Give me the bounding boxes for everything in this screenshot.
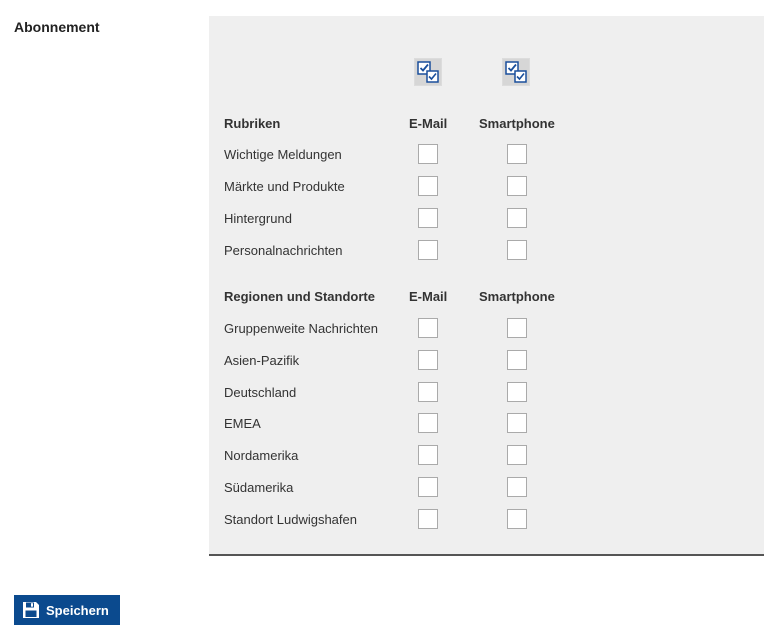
select-all-email-button[interactable] [414, 58, 442, 86]
item-label: EMEA [224, 416, 261, 431]
smartphone-checkbox[interactable] [507, 382, 527, 402]
list-item [224, 208, 744, 232]
group-header-rubriken [224, 116, 744, 134]
item-label: Gruppenweite Nachrichten [224, 321, 378, 336]
smartphone-checkbox[interactable] [507, 509, 527, 529]
smartphone-checkbox[interactable] [507, 413, 527, 433]
email-checkbox[interactable] [418, 382, 438, 402]
list-item [224, 413, 744, 437]
list-item [224, 509, 744, 533]
select-all-smartphone-button[interactable] [502, 58, 530, 86]
item-label: Asien-Pazifik [224, 353, 300, 368]
email-checkbox[interactable] [418, 477, 438, 497]
select-all-checkbox-icon [417, 61, 441, 85]
save-button[interactable] [14, 595, 120, 625]
item-label: Südamerika [224, 480, 294, 495]
smartphone-checkbox[interactable] [507, 445, 527, 465]
column-email-label: E-Mail [409, 289, 448, 304]
smartphone-checkbox[interactable] [507, 350, 527, 370]
list-item [224, 240, 744, 264]
email-checkbox[interactable] [418, 350, 438, 370]
smartphone-checkbox[interactable] [507, 208, 527, 228]
email-checkbox[interactable] [418, 208, 438, 228]
save-button-label: Speichern [46, 602, 109, 618]
item-label: Deutschland [224, 385, 297, 400]
smartphone-checkbox[interactable] [507, 144, 527, 164]
list-item [224, 144, 744, 168]
list-item [224, 176, 744, 200]
smartphone-checkbox[interactable] [507, 477, 527, 497]
email-checkbox[interactable] [418, 318, 438, 338]
email-checkbox[interactable] [418, 240, 438, 260]
group-header-regionen [224, 289, 744, 307]
email-checkbox[interactable] [418, 176, 438, 196]
floppy-disk-icon [22, 601, 40, 619]
email-checkbox[interactable] [418, 144, 438, 164]
column-email-label: E-Mail [409, 116, 448, 131]
section-title: Abonnement [14, 19, 100, 35]
item-label: Märkte und Produkte [224, 179, 345, 194]
smartphone-checkbox[interactable] [507, 240, 527, 260]
list-item [224, 445, 744, 469]
list-item [224, 350, 744, 374]
smartphone-checkbox[interactable] [507, 176, 527, 196]
smartphone-checkbox[interactable] [507, 318, 527, 338]
select-all-checkbox-icon [505, 61, 529, 85]
list-item [224, 382, 744, 406]
list-item [224, 477, 744, 501]
item-label: Nordamerika [224, 448, 299, 463]
subscription-panel [209, 16, 764, 556]
group-title: Regionen und Standorte [224, 289, 375, 304]
item-label: Personalnachrichten [224, 243, 343, 258]
email-checkbox[interactable] [418, 413, 438, 433]
item-label: Hintergrund [224, 211, 292, 226]
email-checkbox[interactable] [418, 445, 438, 465]
list-item [224, 318, 744, 342]
email-checkbox[interactable] [418, 509, 438, 529]
item-label: Standort Ludwigshafen [224, 512, 357, 527]
column-smartphone-label: Smartphone [479, 289, 555, 304]
item-label: Wichtige Meldungen [224, 147, 342, 162]
column-smartphone-label: Smartphone [479, 116, 555, 131]
group-title: Rubriken [224, 116, 281, 131]
